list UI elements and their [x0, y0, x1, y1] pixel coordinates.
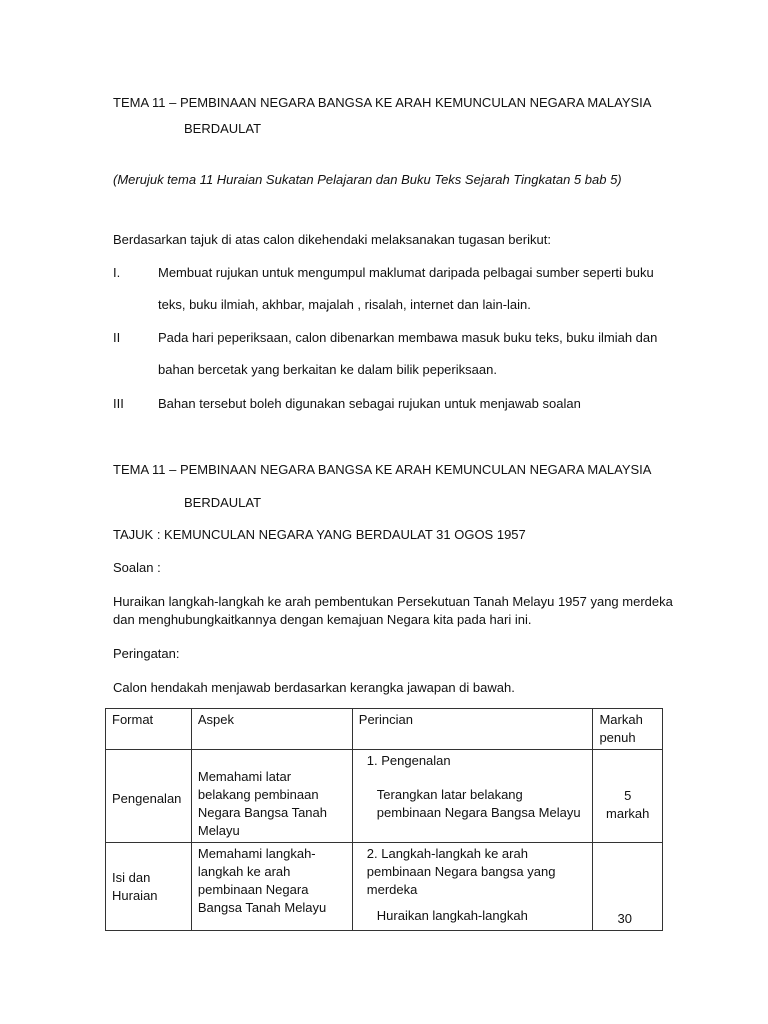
markah-value: 5 — [624, 788, 632, 803]
soalan-text-line2: dan menghubungkaitkannya dengan kemajuan Negara kita pada hari ini. — [113, 612, 532, 627]
table-row — [106, 843, 663, 931]
rujukan-note: (Merujuk tema 11 Huraian Sukatan Pelajaran dan Buku Teks Sejarah Tingkatan 5 bab 5) — [113, 172, 622, 187]
cell-format: Pengenalan — [106, 750, 192, 843]
cell-perincian — [352, 843, 593, 931]
perincian-body: Huraikan langkah-langkah — [376, 908, 528, 923]
soalan-label: Soalan : — [113, 560, 161, 575]
arahan-item-line: Membuat rujukan untuk mengumpul maklumat daripada pelbagai sumber seperti buku — [158, 265, 654, 280]
peringatan-label: Peringatan: — [113, 646, 180, 661]
arahan-item-line: Pada hari peperiksaan, calon dibenarkan membawa masuk buku teks, buku ilmiah dan — [158, 330, 658, 345]
header-format: Format — [106, 709, 192, 750]
arahan-item-number: II — [113, 330, 121, 345]
tema-title-line1: TEMA 11 – PEMBINAAN NEGARA BANGSA KE ARAH KEMUNCULAN NEGARA MALAYSIA — [113, 95, 652, 110]
kerangka-jawapan-table — [105, 708, 663, 931]
tema-title-repeat-line2: BERDAULAT — [184, 495, 262, 510]
arahan-item-line: Bahan tersebut boleh digunakan sebagai rujukan untuk menjawab soalan — [158, 396, 581, 411]
table-header-row — [106, 709, 663, 750]
perincian-heading: 2. Langkah-langkah ke arah pembinaan Negara bangsa yang merdeka — [366, 846, 556, 897]
arahan-intro: Berdasarkan tajuk di atas calon dikehendaki melaksanakan tugasan berikut: — [113, 232, 551, 247]
cell-markah — [593, 843, 663, 931]
cell-aspek: Memahami latar belakang pembinaan Negara Bangsa Tanah Melayu — [191, 750, 352, 843]
tema-title-repeat-line1: TEMA 11 – PEMBINAAN NEGARA BANGSA KE ARAH KEMUNCULAN NEGARA MALAYSIA — [113, 462, 652, 477]
cell-aspek: Memahami langkah-langkah ke arah pembinaan Negara Bangsa Tanah Melayu — [191, 843, 352, 931]
cell-format: Isi dan Huraian — [106, 843, 192, 931]
cell-markah — [593, 750, 663, 843]
cell-perincian — [352, 750, 593, 843]
arahan-item-number: I. — [113, 265, 121, 280]
tajuk: TAJUK : KEMUNCULAN NEGARA YANG BERDAULAT 31 OGOS 1957 — [113, 527, 526, 542]
tema-title-line2: BERDAULAT — [184, 121, 262, 136]
header-aspek: Aspek — [191, 709, 352, 750]
header-perincian: Perincian — [352, 709, 593, 750]
markah-unit: markah — [606, 806, 650, 821]
perincian-heading: 1. Pengenalan — [366, 753, 451, 768]
peringatan-text: Calon hendakah menjawab berdasarkan kerangka jawapan di bawah. — [113, 680, 515, 695]
soalan-text-line1: Huraikan langkah-langkah ke arah pembentukan Persekutuan Tanah Melayu 1957 yang merdeka — [113, 594, 673, 609]
header-markah: Markah penuh — [593, 709, 663, 750]
arahan-item-number: III — [113, 396, 124, 411]
markah-value: 30 — [617, 911, 632, 926]
perincian-body: Terangkan latar belakang pembinaan Negara Bangsa Melayu — [376, 787, 581, 820]
arahan-item-line: bahan bercetak yang berkaitan ke dalam bilik peperiksaan. — [158, 362, 497, 377]
table-row — [106, 750, 663, 843]
arahan-item-line: teks, buku ilmiah, akhbar, majalah , risalah, internet dan lain-lain. — [158, 297, 531, 312]
